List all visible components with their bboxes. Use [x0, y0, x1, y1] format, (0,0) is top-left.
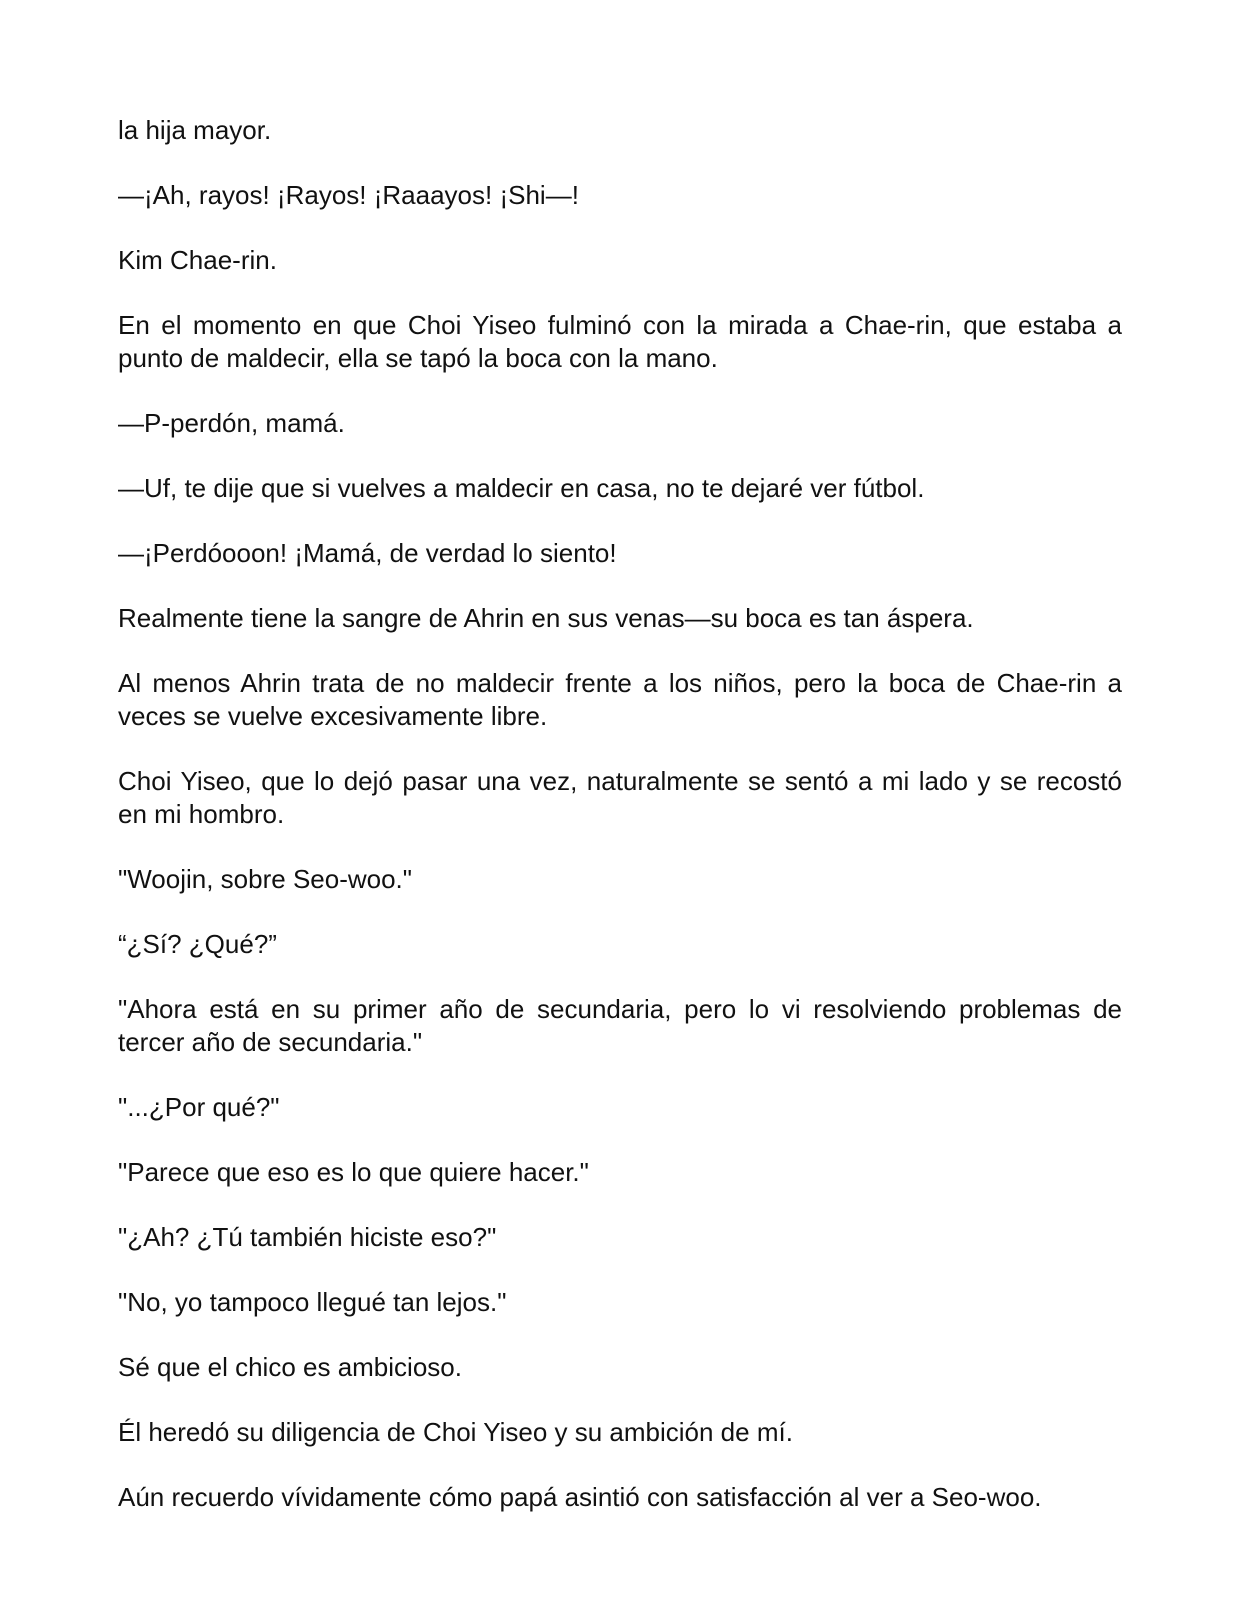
- paragraph: "Woojin, sobre Seo-woo.": [118, 864, 413, 894]
- paragraph: Al menos Ahrin trata de no maldecir frente a los niños, pero la boca de Chae-rin a veces se vuelve excesivamente libre.: [118, 668, 1122, 731]
- paragraph: la hija mayor.: [118, 115, 272, 145]
- paragraph: "Ahora está en su primer año de secundaria, pero lo vi resolviendo problemas de tercer año de secundaria.": [118, 994, 1122, 1057]
- paragraph: —Uf, te dije que si vuelves a maldecir en casa, no te dejaré ver fútbol.: [118, 473, 925, 503]
- paragraph: Él heredó su diligencia de Choi Yiseo y su ambición de mí.: [118, 1417, 793, 1447]
- paragraph: Realmente tiene la sangre de Ahrin en sus venas—su boca es tan áspera.: [118, 603, 974, 633]
- paragraph: —P-perdón, mamá.: [118, 408, 345, 438]
- paragraph: En el momento en que Choi Yiseo fulminó con la mirada a Chae-rin, que estaba a punto de maldecir, ella se tapó la boca con la mano.: [118, 310, 1122, 373]
- paragraph: “¿Sí? ¿Qué?”: [118, 929, 277, 959]
- paragraph: Kim Chae-rin.: [118, 245, 277, 275]
- document-body: [118, 114, 1122, 1546]
- paragraph: "¿Ah? ¿Tú también hiciste eso?": [118, 1222, 497, 1252]
- paragraph: Sé que el chico es ambicioso.: [118, 1352, 462, 1382]
- paragraph: Choi Yiseo, que lo dejó pasar una vez, naturalmente se sentó a mi lado y se recostó en mi hombro.: [118, 766, 1122, 829]
- paragraph: "No, yo tampoco llegué tan lejos.": [118, 1287, 507, 1317]
- paragraph: —¡Perdóooon! ¡Mamá, de verdad lo siento!: [118, 538, 617, 568]
- paragraph: Aún recuerdo vívidamente cómo papá asintió con satisfacción al ver a Seo-woo.: [118, 1482, 1042, 1512]
- paragraph: "Parece que eso es lo que quiere hacer.": [118, 1157, 589, 1187]
- paragraph: —¡Ah, rayos! ¡Rayos! ¡Raaayos! ¡Shi—!: [118, 180, 579, 210]
- paragraph: "...¿Por qué?": [118, 1092, 280, 1122]
